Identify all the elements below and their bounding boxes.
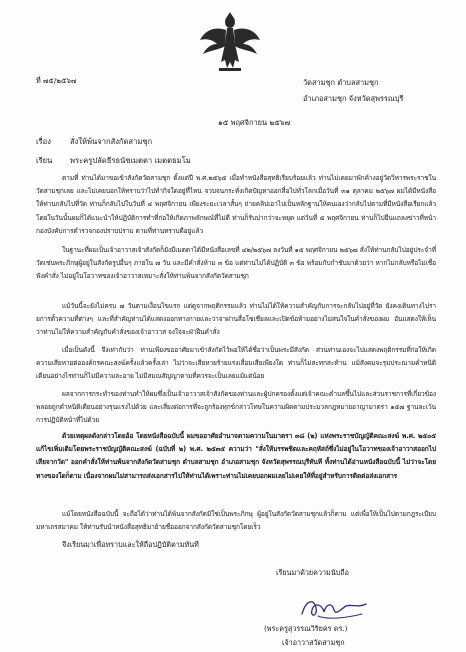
request-line: จึงเรียนมาเพื่อทราบและให้ถือปฏิบัติตามทันที <box>62 540 199 549</box>
body-paragraph-1: ตามที่ ท่านได้มาขอเข้าสังกัดวัดสามชุก ตั้งแต่ปี พ.ศ.๒๕๖๕ เมื่อทำหนังสือสุทธิเรียบร้อยแล้ว ท่านไม่เคยมาพักค้างอยู่วัดวิหารพระราชในวัดสามชุกเลย และไม่เคยบอกให้ทราบว่าไปทำกิจใดอยู่ที่ไหน จวบจนกระทั่งเกิดปัญหาออกสื่อไปทั่วโลกเมื่อวันที่ ๓๑ ตุลาคม ๒๕๖๗ ผมได้มีหนังสือให้ท่านกลับไปที่วัด ท่านก็กลับไปในวันที่ ๔ พฤศจิกายน เพียงระยะเวลาสั้นๆ ถ่ายคลิปเอาไปเป็นหลักฐานให้คนเองว่ากลับไปตามที่มีหนังสือเรียกแล้ว โดยในวันนั้นผมก็ได้แนะนำให้ปฏิบัติการทำที่ก่อให้เกิดภาพลักษณ์ที่ไม่ดี ท่านก็รับปากว่าจะหยุด แต่วันที่ ๕ พฤศจิกายน ท่านก็ไปยืนแถลงข่าวที่หน้ากองบังคับการตำรวจกองปราบปราม ตามที่ท่านทราบดีอยู่แล้ว <box>36 174 436 235</box>
body-paragraph-5: ผลจากการกระทำของท่านทำให้ผมซึ่งเป็นเจ้าอาวาสเจ้าสังกัดของท่านและผู้ปกครองตั้งแต่เจ้าคณะตำบลขึ้นไปและส่วนราชการที่เกี่ยวข้องพลอยถูกตำหนิติเตียนอย่างรุนแรงไปด้วย และเสี่ยงต่อการที่จะถูกร้องทุกข์กล่าวโทษในความผิดตามประมวลกฎหมายอาญามาตรา ๑๕๗ ฐานละเว้นการปฏิบัติหน้าที่ไปด้วย <box>36 390 436 425</box>
to-label: เรียน <box>36 156 53 165</box>
order-paragraph: ด้วยเหตุผลดังกล่าวโดยอ้อ โดยหนังสือฉบับนี้ ผมขออาศัยอำนาจตามความในมาตรา ๓๘ (๒) แห่งพระราชบัญญัติคณะสงฆ์ พ.ศ. ๒๕๐๕ แก้ไขเพิ่มเติมโดยพระราชบัญญัติคณะสงฆ์ (ฉบับที่ ๒) พ.ศ. ๒๕๓๕ ความว่า "สั่งให้บรรพชิตและคฤหัสถ์ซึ่งไม่อยู่ในโอวาทของเจ้าอาวาสออกไปเสียจากวัด" ออกคำสั่งให้ท่านพ้นจากสังกัดวัดสามชุก ตำบลสามชุก อำเภอสามชุก จังหวัดสุพรรณบุรีทันที ทั้งท่านได้อ่านหนังสือฉบับนี้ ไม่ว่าจะโดยทางของใดก็ตาม เนื่องจากผมไม่สามารถส่งเอกสารไปให้ท่านได้เพราะท่านไม่เคยบอกผมเลยไม่เคยให้ที่อยู่สำหรับการติดต่อส่งเอกสาร <box>36 432 436 480</box>
subject-label: เรื่อง <box>36 137 51 146</box>
office-address-line-2: อำเภอสามชุก จังหวัดสุพรรณบุรี <box>303 94 404 103</box>
document-number: ที่ ๗๕/๒๕๖๗ <box>36 76 77 85</box>
signatory-position: เจ้าอาวาสวัดสามชุก <box>282 638 345 647</box>
subject-text: สั่งให้พ้นจากสังกัดสามชุก <box>70 137 153 146</box>
handwritten-signature <box>296 594 372 622</box>
body-paragraph-2: ในฐานะที่ผมเป็นเจ้าอาวาสเจ้าสังกัดก็ยังมีเมตตาได้มีหนังสือเลขที่ ๔๒/๒๕๖๗ ลงวันที่ ๑๕ พฤศจิกายน ๒๕๖๗ สั่งให้ท่านกลับไปอยู่ประจำที่วัดเช่นพระภิกษุผู้อยู่ในสังกัดรูปอื่นๆ ภายใน ๗ วัน และมีคำสั่งห้าม ๓ ข้อ แต่ท่านไม่ได้ปฏิบัติ ๓ ข้อ พร้อมกับกำชับมาด้วยว่า หากไม่กลับหรือไม่เชื่อฟังคำสั่ง ไม่อยู่ในโอวาทของเจ้าอาวาสเหมาะสั่งให้ท่านพ้นจากสังกัดวัดสามชุก <box>36 246 436 281</box>
garuda-emblem-icon <box>197 10 263 76</box>
body-paragraph-4: เมื่อเป็นดังนี้ จึงเท่ากับว่า ท่านเพียงขออาศัยมาเข้าสังกัดไว้พอให้ได้ชื่อว่าเป็นพระมีสังกัด ส่วนท่านเองจะไปแสดงพฤติกรรมที่ก่อให้เกิดความเสียหายต่อองค์กรคณะสงฆ์ครั้งแล้วครั้งเล่า ไม่ว่าจะเสียหายร้ายแรงเสื่อมเสียเพียงใด ท่านก็ไม่สะทกสะท้าน แม้สังคมจะรุมประณามคำหนิติเตียนอย่างไรท่านก็ไม่มีความละอาย ไม่มีสมณสัญญาตามที่ควรจะเป็นเลยแม้แต่น้อย <box>36 346 436 381</box>
salutation: เรียนมาด้วยความนับถือ <box>276 568 349 577</box>
letter-date: ๑๕ พฤศจิกายน ๒๕๖๗ <box>218 118 291 127</box>
office-address-line-1: วัดสามชุก ตำบลสามชุก <box>303 78 379 87</box>
closing-paragraph: แม้โดยหนังสือฉบับนี้ จะถือได้ว่าท่านได้พ้นจากสังกัดมิใช่เป็นพระภิกษุ ผู้อยู่ในสังกัดวัดสามชุกแล้วก็ตาม แต่เพื่อให้เป็นไปตามกฎระเบียบมหาเถรสมาคม ให้ท่านรับนำหนังสือสุทธิมาย้ายชื่อออกจากสังกัดวัดสามชุกโดยเร็ว <box>36 510 436 532</box>
body-paragraph-3: แม้วันนี้จะยังไม่ครบ ๗ วันตามเงื่อนไขแรก แต่ดูจากพฤติกรรมแล้ว ท่านไม่ได้ให้ความสำคัญกับการจะกลับไปอยู่ที่วัด ยังคงเดินทางไปรายการตั้วความที่ต่างๆ และที่สำคัญท่านได้แสดงออกทางกายและวาจาผ่านสื่อโซเชียลและเปิดข้อห้ามอย่างไม่สนใจในคำสั่งของผม อันแสดงให้เห็นว่าท่านไม่ให้ความสำคัญกับคำสั่งของเจ้าอาวาส จงใจจะฝ่าฝืนคำสั่ง <box>36 302 436 337</box>
to-text: พระครูปลัดธีรธนัชเมตตา เมตตธมโม <box>70 156 191 165</box>
signatory-name: (พระครูสุวรรณวิริยคร ดร.) <box>264 624 348 633</box>
